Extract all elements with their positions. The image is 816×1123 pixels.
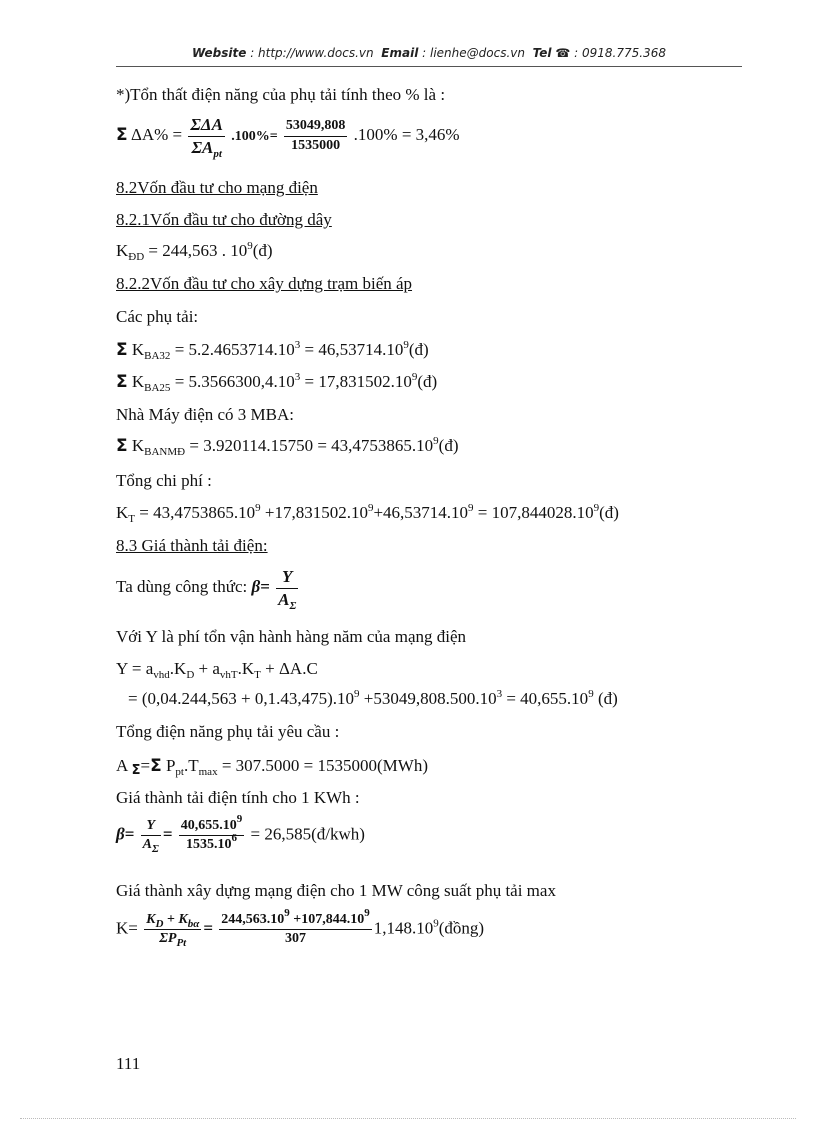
y-calc: = $(0,04.244,563 + 0,1.43,475).10^9 +53049,808.500.10^3 = 40,655.10^9$ (đ) bbox=[128, 688, 618, 708]
k-calc: K= $\frac{K_D + K_{b\alpha}}{\Sigma P_{Pt}}$ = $\frac{244,563.10^9 +107,844.10^9}{307}$ 1,148.10$^9$(đồng) bbox=[116, 907, 485, 950]
sigma-symbol: Σ bbox=[116, 124, 128, 145]
tong-chi-phi: Tổng chi phí : bbox=[116, 471, 212, 490]
phone-icon: ☎ bbox=[555, 46, 571, 60]
heading-8-2-2: 8.2.2Vốn đầu tư cho xây dựng trạm biến áp bbox=[116, 274, 413, 293]
cac-phu-tai: Các phụ tải: bbox=[116, 307, 199, 326]
email-label: Email bbox=[381, 46, 419, 60]
a-total-line: A Σ=Σ $P_{pt}.T_{max} = 307.5000 = 1535000(MWh)$ bbox=[116, 756, 428, 778]
loss-formula: Σ ΔA% = $\frac{\text{ΣΔA}}{\Sigma A_{pt}}$ .100%= $\frac{53049,808}{1535000}$ .100% = 3,46% bbox=[116, 115, 460, 160]
header-divider bbox=[116, 66, 742, 67]
email-value: : lienhe@docs.vn bbox=[422, 46, 525, 60]
ta-dung-line: Ta dùng công thức: β= $\frac{Y}{A_\Sigma}$ bbox=[116, 567, 297, 612]
heading-8-2-1: 8.2.1Vốn đầu tư cho đường dây bbox=[116, 210, 332, 229]
beta-calc: β= $\frac{Y}{A_\Sigma}$ = $\frac{40,655.10^9}{1535.10^6}$ = 26,585(đ/kwh) bbox=[116, 813, 365, 856]
kbanmd-line: Σ $K_{BANMĐ} = 3.920114.15750$ = $43,4753865.10^9(đ)$ bbox=[116, 435, 459, 458]
tong-dien-nang: Tổng điện năng phụ tải yêu cầu : bbox=[116, 722, 340, 741]
gia-thanh-kwh: Giá thành tải điện tính cho 1 KWh : bbox=[116, 788, 360, 807]
website-value: : http://www.docs.vn bbox=[250, 46, 374, 60]
voi-y-line: Với Y là phí tổn vận hành hàng năm của mạng điện bbox=[116, 627, 467, 646]
page-number: 111 bbox=[116, 1054, 141, 1073]
loss-intro: *)Tổn thất điện năng của phụ tải tính theo % là : bbox=[116, 85, 446, 104]
kt-line: $K_T = 43,4753865.10^9 +17,831502.10^9+46,53714.10^9$ = $107,844028.10^9(đ)$ bbox=[116, 502, 619, 525]
nha-may-line: Nhà Máy điện có 3 MBA: bbox=[116, 405, 295, 424]
kdd-line: $K_{ĐD} = 244,563$ . $10^9(đ)$ bbox=[116, 240, 273, 263]
y-formula: $Y = a_{vhd}.K_D + a_{vhT}.K_T + \Delta A.C$ bbox=[116, 659, 318, 681]
beta-value-fraction: $\frac{40,655.10^9}{1535.10^6}$ bbox=[180, 813, 243, 853]
kba32-line: Σ $K_{BA32} = 5.2.4653714.10^3$ = $46,53714.10^9(đ)$ bbox=[116, 339, 429, 362]
tel-value: : 0918.775.368 bbox=[574, 46, 666, 60]
page-header bbox=[116, 46, 742, 60]
beta-definition-fraction: $\frac{Y}{A_\Sigma}$ bbox=[278, 567, 297, 612]
heading-8-3: 8.3 Giá thành tải điện: bbox=[116, 536, 268, 555]
kba25-line: Σ $K_{BA25} = 5.3566300,4.10^3$ = $17,831502.10^9(đ)$ bbox=[116, 371, 438, 394]
loss-ratio-fraction: $\frac{\text{ΣΔA}}{\Sigma A_{pt}}$ bbox=[190, 115, 223, 160]
footer-divider bbox=[20, 1118, 796, 1119]
tel-label: Tel bbox=[532, 46, 552, 60]
heading-8-2: 8.2Vốn đầu tư cho mạng điện bbox=[116, 178, 318, 197]
gia-thanh-xay-dung: Giá thành xây dựng mạng điện cho 1 MW công suất phụ tải max bbox=[116, 881, 556, 900]
k-definition-fraction: $\frac{K_D + K_{b\alpha}}{\Sigma P_{Pt}}$ bbox=[146, 912, 200, 950]
loss-value-fraction: $\frac{53049,808}{1535000}$ bbox=[285, 118, 346, 153]
website-label: Website bbox=[192, 46, 247, 60]
k-value-fraction: $\frac{244,563.10^9 +107,844.10^9}{307}$ bbox=[221, 907, 370, 947]
